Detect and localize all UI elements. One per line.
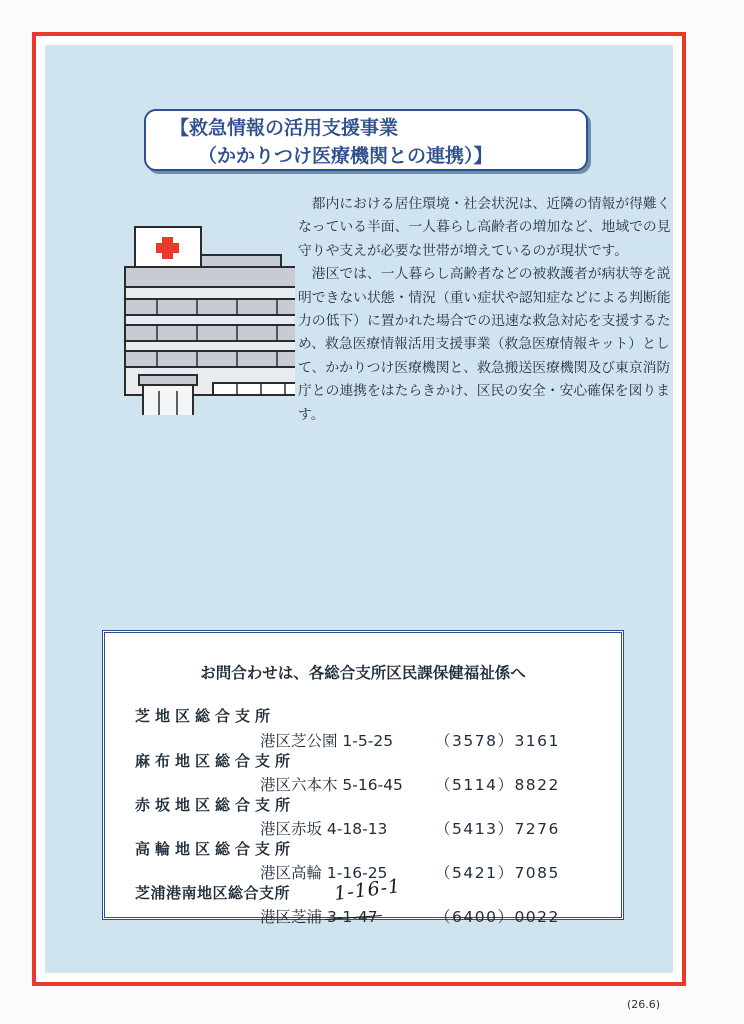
document-code: (26.6) [627, 998, 661, 1011]
handwritten-correction: 1-16-1 [332, 874, 403, 906]
page-frame [32, 32, 686, 986]
office-phone: （5413）7276 [435, 820, 560, 838]
office-address: 港区六本木 5-16-45 [260, 776, 403, 794]
office-address [260, 905, 378, 927]
title-line-2: （かかりつけ医療機関との連携）】 [198, 145, 493, 167]
struck-address-number: 3-1-47 [326, 908, 378, 926]
office-name: 麻布地区総合支所 [135, 752, 296, 770]
office-phone: （5421）7085 [435, 864, 560, 882]
title-line-1: 【救急情報の活用支援事業 [170, 117, 399, 139]
body-paragraph-1: 都内における居住環境・社会状況は、近隣の情報が得難くなっている半面、一人暮らし高齢者の増加など、地域での見守りや支えが必要な世帯が増えているのが現状です。 [298, 196, 671, 259]
address-prefix: 港区芝浦 [260, 908, 323, 926]
contact-box [102, 630, 624, 926]
office-phone: （5114）8822 [435, 776, 560, 794]
body-text [298, 193, 678, 427]
body-paragraph-2: 港区では、一人暮らし高齢者などの被救護者が病状等を説明できない状態・情況（重い症状や認知症などによる判断能力の低下）に置かれた場合での迅速な救急対応を支援するため、救急医療情報活用支援事業（救急医療情報キット）として、かかりつけ医療機関と、救急搬送医療機関及び東京消防庁との連携をはたらきかけ、区民の安全・安心確保を図ります。 [298, 266, 671, 423]
title-box [144, 109, 588, 171]
office-phone: （6400）0022 [435, 908, 560, 926]
contact-heading: お問合わせは、各総合支所区民課保健福祉係へ [200, 664, 526, 682]
content-panel [45, 45, 673, 973]
office-phone: （3578）3161 [435, 732, 560, 750]
office-address: 港区赤坂 4-18-13 [260, 820, 388, 838]
office-name: 高輪地区総合支所 [135, 840, 296, 858]
hospital-building-icon [87, 225, 295, 415]
office-name: 赤坂地区総合支所 [135, 796, 296, 814]
office-name: 芝地区総合支所 [135, 707, 276, 725]
office-address: 港区高輪 1-16-25 [260, 864, 388, 882]
office-name: 芝浦港南地区総合支所 [135, 884, 291, 902]
office-address: 港区芝公園 1-5-25 [260, 732, 394, 750]
